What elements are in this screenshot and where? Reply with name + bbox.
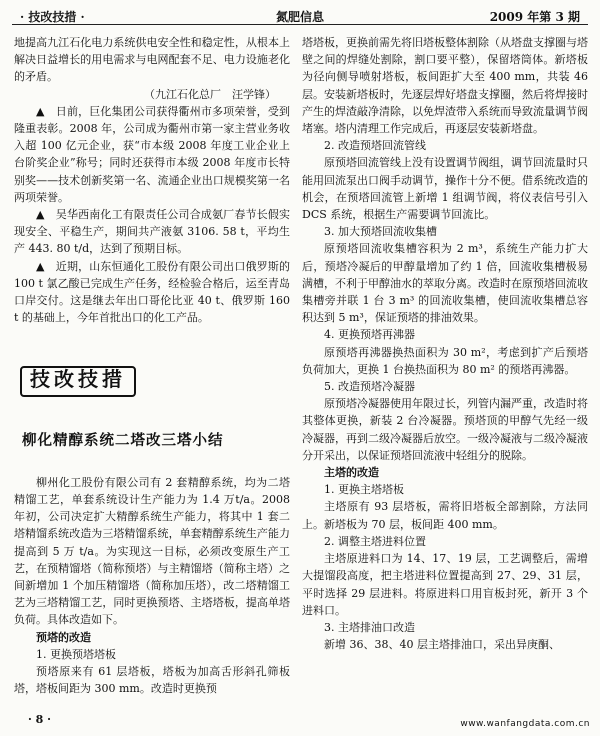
paragraph-condenser: 原预塔冷凝器使用年限过长，列管内漏严重，改造时将其整体更换，新装 2 台冷凝器。预塔顶的甲醇气先经一级冷凝器，再到二级冷凝器后放空。一级冷凝液与二级冷凝液分开采出，以保证预塔回流液中轻组分的脱除。 xyxy=(302,397,588,462)
article-intro: 柳州化工股份有限公司有 2 套精醇系统，均为二塔精馏工艺，单套系统设计生产能力为 1.4 万t/a。2008 年初，公司决定扩大精醇系统生产能力，将其中 1 套二塔精馏系统改造为三塔精馏系统，单套精醇系统生产能力提高到 5 万 t/a。为实现这一目标，必须改变原生产工艺，在预精馏塔（简称预塔）与主精馏塔（简称主塔）之间新增加 1 个加压精馏塔（简称加压塔），改二塔精馏工艺为三塔精馏工艺，同时更换预塔、主塔塔板，提高单塔负荷。具体改造如下。 xyxy=(14,475,290,627)
heading-pre-tower: 预塔的改造 xyxy=(36,630,91,644)
subheading-main-trays: 1. 更换主塔塔板 xyxy=(324,483,404,497)
paragraph-oil-outlet: 新增 36、38、40 层主塔排油口，采出异庚酮、 xyxy=(324,638,560,652)
section-label: · 技改技措 · xyxy=(20,10,85,24)
section-stamp-text: 技改技措 xyxy=(30,367,126,392)
news-item-wuhua: ▲ 吴华西南化工有限责任公司合成氨厂春节长假实现安全、平稳生产，期间共产液氨 3106. 58 t，平均生产 443. 80 t/d，达到了预期目标。 xyxy=(14,208,290,256)
left-column xyxy=(14,34,290,710)
heading-main-tower: 主塔的改造 xyxy=(324,466,379,480)
subheading-reflux-line: 2. 改造预塔回流管线 xyxy=(324,139,426,153)
subheading-pre-tower-trays: 1. 更换预塔塔板 xyxy=(36,647,116,661)
news-item-hengtong: ▲ 近期，山东恒通化工股份有限公司出口俄罗斯的 100 t 氯乙酸已完成生产任务，经检验合格后，运至青岛口岸交付。这是继去年出口哥伦比亚 40 t、俄罗斯 160 t 的基础上，今年首批出口的化工产品。 xyxy=(14,259,290,325)
subheading-condenser: 5. 改造预塔冷凝器 xyxy=(324,380,415,394)
journal-title: 氮肥信息 xyxy=(275,10,324,24)
paragraph-reflux-line: 原预塔回流管线上没有设置调节阀组，调节回流量时只能用回流泵出口阀手动调节，操作十分不便。借系统改造的机会，在预塔回流管上新增 1 组调节阀，将仪表信号引入 DCS 系统，根据生产需要调节回流比。 xyxy=(302,156,588,222)
paragraph-main-trays: 主塔原有 93 层塔板，需将旧塔板全部割除，方法同上。新塔板为 70 层，板间距 400 mm。 xyxy=(302,500,588,531)
paragraph-reflux-tank: 原预塔回流收集槽容积为 2 m³，系统生产能力扩大后，预塔冷凝后的甲醇量增加了约 1 倍，回流收集槽极易满槽，不利于甲醇油水的萃取分离。改造时在原预塔回流收集槽旁并联 1 台 3 m³ 的回流收集槽，使回流收集槽总容积达到 5 m³，保证预塔的排油效果。 xyxy=(302,242,588,325)
paragraph-tray-continued: 塔塔板，更换前需先将旧塔板整体割除（从塔盘支撑圈与塔壁之间的焊缝处割除，割口要平整），保留塔筒体。新塔板为径向侧导喷射塔板，板间距扩大至 400 mm，共装 46 层。安装新塔板时，先逐层焊好塔盘支撑圈，然后将焊接时产生的焊渣敲净清除，以免焊渣带入系统而导致流量调节阀堵塞。塔内清理工作完成后，再逐层安装新塔盘。 xyxy=(302,36,588,136)
page-number: · 8 · xyxy=(28,713,51,726)
news-tail: 地提高九江石化电力系统供电安全性和稳定性，从根本上解决日益增长的用电需求与电网配套不足、电力设施老化的矛盾。 xyxy=(14,36,290,84)
watermark: www.wanfangdata.com.cn xyxy=(460,719,590,729)
subheading-oil-outlet: 3. 主塔排油口改造 xyxy=(324,620,415,634)
paragraph-feed-position: 主塔原进料口为 14、17、19 层，工艺调整后，需增大提馏段高度，把主塔进料位置提高到 27、29、31 层，平时选择 29 层进料。将原进料口用盲板封死，新开 3 个进料口。 xyxy=(302,552,588,617)
subheading-reboiler: 4. 更换预塔再沸器 xyxy=(324,328,415,342)
right-column xyxy=(302,34,588,710)
paragraph-pre-tower-trays: 预塔原来有 61 层塔板，塔板为加高舌形斜孔筛板塔，塔板间距为 300 mm。改造时更换预 xyxy=(14,665,290,696)
issue-label: 2009 年第 3 期 xyxy=(489,10,580,24)
paragraph-reboiler: 原预塔再沸器换热面积为 30 m²，考虑到扩产后预塔负荷加大，更换 1 台换热面积为 80 m² 的预塔再沸器。 xyxy=(302,345,588,376)
subheading-feed-position: 2. 调整主塔进料位置 xyxy=(324,534,426,548)
news-item-juhua: ▲ 日前，巨化集团公司获得衢州市多项荣誉，受到隆重表彰。2008 年，公司成为衢州市第一家主营业务收入超 100 亿元企业，获“市本级 2008 年度工业企业上台阶奖企业”称号；同时还获得市本级 2008 年度市长特别奖——技术创新奖第一名、流通企业出口规模奖第一名两项荣誉。 xyxy=(14,104,290,204)
header-rule xyxy=(12,24,588,25)
page-header xyxy=(12,6,588,26)
news-tail-signature: （九江石化总厂 汪学锋） xyxy=(144,87,276,101)
subheading-reflux-tank: 3. 加大预塔回流收集槽 xyxy=(324,225,437,239)
section-stamp xyxy=(20,366,136,396)
article-title: 柳化精醇系统二塔改三塔小结 xyxy=(22,432,224,449)
